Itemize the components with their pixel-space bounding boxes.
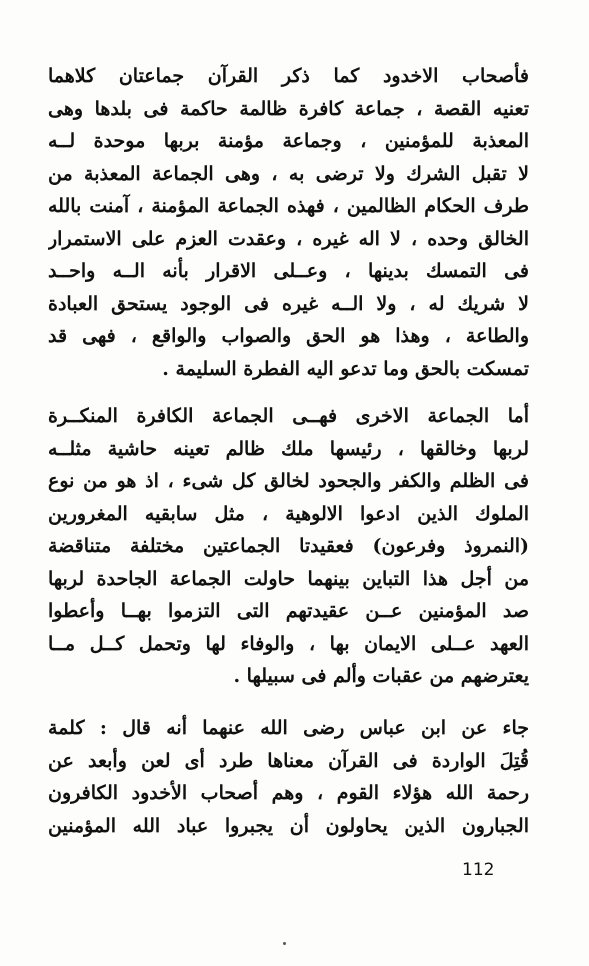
text-line: فى التمسك بدينها ، وعــلى الاقرار بأنه الــه واحــد (48, 260, 529, 282)
text-line: تعنيه القصة ، جماعة كافرة ظالمة حاكمة فى بلدها وهى (48, 97, 529, 120)
text-line: جاء عن ابن عباس رضى الله عنهما أنه قال : كلمة (48, 717, 529, 739)
text-line: يعترضهم من عقبات وألم فى سبيلها . (233, 665, 529, 687)
text-line: (النمروذ وفرعون) فعقيدتا الجماعتين مختلفة متناقضة (48, 535, 529, 557)
text-line: لربها وخالقها ، رئيسها ملك ظالم تعينه حاشية مثلــه (48, 437, 529, 460)
page-number: 112 (462, 860, 495, 880)
text-line: والطاعة ، وهذا هو الحق والصواب والواقع ، فهى قد (48, 325, 529, 347)
text-line: فى الظلم والكفر والجحود لخالق كل شىء ، اذ هو من نوع (48, 470, 529, 492)
text-line: أما الجماعة الاخرى فهــى الجماعة الكافرة المنكــرة (48, 405, 529, 427)
paragraph-other-group (48, 400, 529, 693)
paragraph-ibn-abbas (48, 712, 529, 842)
text-line: رحمة الله هؤلاء القوم ، وهم أصحاب الأخدود الكافرون (48, 782, 529, 804)
text-line: المعذبة للمؤمنين ، وجماعة مؤمنة بربها موحدة لــه (48, 130, 529, 152)
text-line: لا تقبل الشرك ولا ترضى به ، وهى الجماعة المعذبة من (48, 162, 529, 185)
text-line: فأصحاب الاخدود كما ذكر القرآن جماعتان كلاهما (48, 65, 529, 87)
text-line: صد المؤمنين عــن عقيدتهم التى التزموا بهــا وأعطوا (48, 600, 529, 622)
text-line: من أجل هذا التباين بينهما حاولت الجماعة الجاحدة لربها (48, 567, 529, 590)
scan-speck (283, 942, 286, 945)
text-line: الجبارون الذين يحاولون أن يجبروا عباد الله المؤمنين (48, 814, 529, 837)
text-line: تمسكت بالحق وما تدعو اليه الفطرة السليمة . (162, 357, 529, 380)
text-line: لا شريك له ، ولا الــه غيره فى الوجود يستحق العبادة (48, 292, 529, 315)
text-line: العهد عــلى الايمان بها ، والوفاء لها وتحمل كــل مــا (48, 632, 529, 655)
text-line: طرف الحكام الظالمين ، فهذه الجماعة المؤمنة ، آمنت بالله (48, 195, 529, 217)
text-line: الملوك الذين ادعوا الالوهية ، مثل سابقيه المغرورين (48, 502, 529, 525)
paragraph-ashab-al-ukhdud (48, 60, 529, 385)
text-line: قُتِلَ الواردة فى القرآن معناها طرد أى لعن وأبعد عن (48, 749, 529, 772)
text-line: الخالق وحده ، لا اله غيره ، وعقدت العزم على الاستمرار (48, 227, 529, 250)
